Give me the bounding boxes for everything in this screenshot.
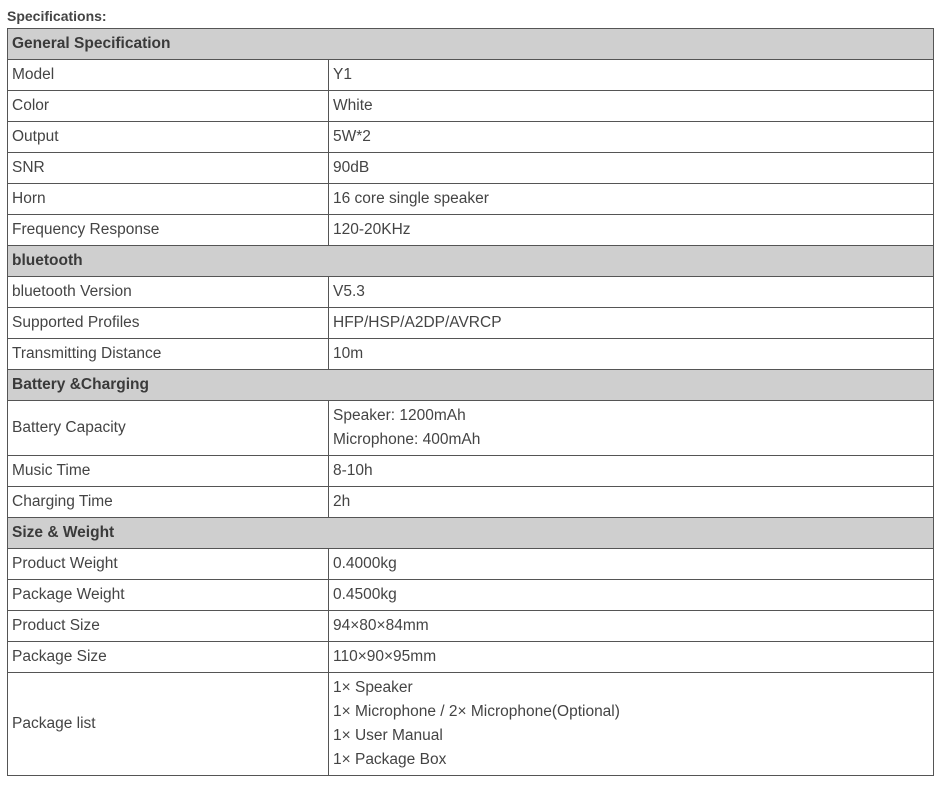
spec-label: SNR	[8, 153, 329, 184]
spec-label: Product Weight	[8, 549, 329, 580]
spec-value-line: Y1	[333, 66, 352, 83]
spec-value-line: 1× Microphone / 2× Microphone(Optional)	[333, 703, 620, 720]
section-header-row	[8, 370, 934, 401]
spec-value	[329, 549, 934, 580]
section-title: Size & Weight	[8, 518, 934, 549]
table-row	[8, 153, 934, 184]
spec-label: Package Weight	[8, 580, 329, 611]
spec-table	[7, 28, 934, 776]
table-row	[8, 487, 934, 518]
spec-value-line: Speaker: 1200mAh	[333, 407, 466, 424]
table-row	[8, 60, 934, 91]
spec-value-line: 90dB	[333, 159, 370, 176]
spec-value	[329, 60, 934, 91]
spec-value-line: 2h	[333, 493, 351, 510]
spec-label: bluetooth Version	[8, 277, 329, 308]
spec-label: Package Size	[8, 642, 329, 673]
spec-value	[329, 401, 934, 456]
spec-value	[329, 184, 934, 215]
spec-label: Horn	[8, 184, 329, 215]
spec-value-line: 10m	[333, 345, 364, 362]
spec-label: Music Time	[8, 456, 329, 487]
spec-value-line: V5.3	[333, 283, 365, 300]
spec-table-body	[8, 29, 934, 776]
section-title: Battery &Charging	[8, 370, 934, 401]
spec-value	[329, 642, 934, 673]
spec-value	[329, 611, 934, 642]
table-row	[8, 277, 934, 308]
spec-value	[329, 308, 934, 339]
table-row	[8, 184, 934, 215]
section-header-row	[8, 29, 934, 60]
spec-value	[329, 673, 934, 776]
section-title: bluetooth	[8, 246, 934, 277]
table-row	[8, 549, 934, 580]
spec-value	[329, 122, 934, 153]
spec-value-line: 120-20KHz	[333, 221, 411, 238]
spec-label: Transmitting Distance	[8, 339, 329, 370]
spec-label: Color	[8, 91, 329, 122]
table-row	[8, 215, 934, 246]
table-row	[8, 91, 934, 122]
table-row	[8, 642, 934, 673]
spec-value-line: 1× Package Box	[333, 751, 447, 768]
table-row	[8, 308, 934, 339]
table-row	[8, 339, 934, 370]
spec-label: Charging Time	[8, 487, 329, 518]
spec-label: Model	[8, 60, 329, 91]
spec-value	[329, 215, 934, 246]
spec-value	[329, 153, 934, 184]
spec-value-line: Microphone: 400mAh	[333, 431, 481, 448]
spec-value-line: 1× Speaker	[333, 679, 413, 696]
spec-label: Supported Profiles	[8, 308, 329, 339]
table-row	[8, 401, 934, 456]
spec-value	[329, 91, 934, 122]
section-title: General Specification	[8, 29, 934, 60]
table-row	[8, 580, 934, 611]
spec-value-line: 1× User Manual	[333, 727, 443, 744]
table-row	[8, 122, 934, 153]
spec-label: Package list	[8, 673, 329, 776]
spec-value	[329, 456, 934, 487]
section-header-row	[8, 246, 934, 277]
spec-value	[329, 580, 934, 611]
table-row	[8, 673, 934, 776]
spec-value-line: 16 core single speaker	[333, 190, 489, 207]
spec-label: Battery Capacity	[8, 401, 329, 456]
spec-value	[329, 487, 934, 518]
spec-value-line: 94×80×84mm	[333, 617, 429, 634]
spec-label: Frequency Response	[8, 215, 329, 246]
table-row	[8, 611, 934, 642]
page-title: Specifications:	[7, 8, 107, 24]
spec-value-line: 8-10h	[333, 462, 373, 479]
spec-label: Output	[8, 122, 329, 153]
spec-value-line: White	[333, 97, 373, 114]
spec-value-line: 110×90×95mm	[333, 648, 437, 665]
section-header-row	[8, 518, 934, 549]
spec-value-line: 5W*2	[333, 128, 371, 145]
spec-value-line: 0.4000kg	[333, 555, 397, 572]
spec-value-line: 0.4500kg	[333, 586, 397, 603]
spec-value-line: HFP/HSP/A2DP/AVRCP	[333, 314, 502, 331]
table-row	[8, 456, 934, 487]
spec-value	[329, 277, 934, 308]
spec-label: Product Size	[8, 611, 329, 642]
spec-value	[329, 339, 934, 370]
